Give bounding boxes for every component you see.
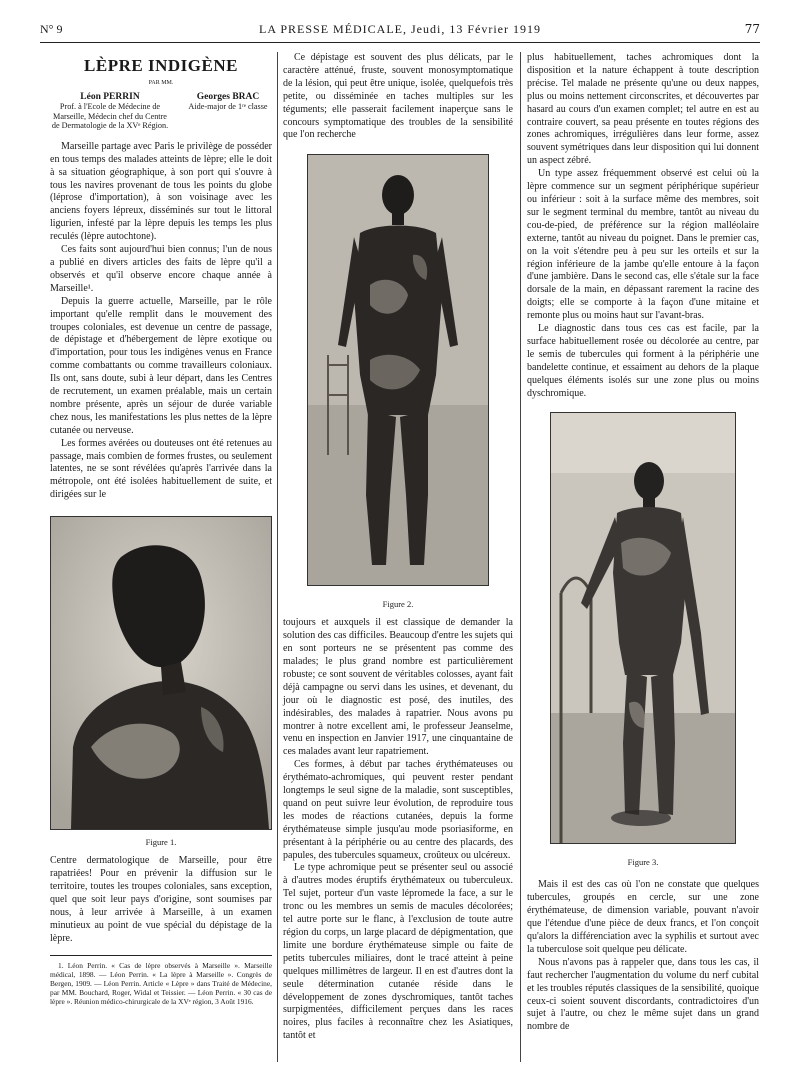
author-1-role: Prof. à l'Ecole de Médecine de Marseille, Médecin chef du Centre de Dermatologie de la XVᵉ Région. <box>51 102 169 131</box>
issue-number: N° 9 <box>40 22 63 36</box>
journal-title: LA PRESSE MÉDICALE, Jeudi, 13 Février 1919 <box>259 22 541 36</box>
footnote-text: 1. Léon Perrin. « Cas de lèpre observés à Marseille ». Marseille médical, 1898. — Léon Perrin. « La lèpre à Marseille ». Congrès de Bergen, 1909. — Léon Perrin. Article « Lèpre » dans Traité de Médecine, par MM. Bouchard, Roger, Widal et Teissier. — Léon Perrin. « 30 cas de lèpre ». Réunion médico-chirurgicale de la XVᵉ région, 3 Août 1916. <box>50 961 272 1007</box>
paragraph: Ce dépistage est souvent des plus délicats, par le caractère atténué, fruste, souvent monosymptomatique de la lésion, qui peut être unique, isolée, quelquefois très petite, ou disséminée en taches multiples sur les téguments; elle passerait facilement inaperçue sans le concours symptomatique des troubles de la sensibilité que l'on recherche <box>283 52 513 141</box>
author-2 <box>184 92 272 131</box>
paragraph: Nous n'avons pas à rappeler que, dans tous les cas, il faut rechercher l'augmentation du volume du nerf cubital et les troubles réputés classiques de la sensibilité, quoique ceux-ci soient souvent discordants, contradictoires d'un sujet à l'autre, ou chez le même sujet dans un grand nombre de <box>527 956 759 1033</box>
figure-2-photo <box>307 154 489 586</box>
paragraph: Le type achromique peut se présenter seul ou associé à d'autres modes éruptifs érythémateux ou tuberculeux. Tel sujet, porteur d'un vaste lépromede la face, a sur le tronc ou les membres un semis de macules décolorées; tel autre porte sur le flanc, à l'exclusion de toute autre région du corps, un large placard de dépigmentation, que limite une bordure érythémateuse simple ou faite de petits tubercules miliaires, dont le tracé atteint à peine quelques millimètres de largeur. Il en est d'autres dont la seule détermination cutanée réside dans le développement de zones dyschromiques, tantôt taches surpigmentées, difficilement perçues dans les races noires, plus faciles à reconnaître chez les Asiatiques, tantôt et <box>283 862 513 1042</box>
paragraph: Ces faits sont aujourd'hui bien connus; l'un de nous a publié en divers articles des faits de lèpre qu'il a observés et qu'il observe encore chaque année à Marseille¹. <box>50 244 272 294</box>
paragraph: Les formes avérées ou douteuses ont été retenues au passage, mais combien de formes frustes, ou seulement latentes, ne se sont révélées qu'après l'arrivée dans la métropole, ont été isolées habituellement de suite, et dirigées sur le <box>50 437 272 501</box>
author-2-name: Georges BRAC <box>196 91 260 102</box>
paragraph: Un type assez fréquemment observé est celui où la lèpre commence sur un segment périphérique supérieur ou inférieur : soit à la surface même des membres, soit sur le segment terminal du membre, tantôt au niveau du cou-de-pied, de préférence sur la région malléolaire externe, tantôt au niveau du poignet. Dans le premier cas, on la voit s'étendre peu à peu sur les orteils et sur la région inférieure de la jambe qu'elle entoure à la façon d'une jambière. Dans le second cas, elle s'étale sur la face dorsale de la main, en dépassant rarement la racine des doigts; elle se comporte à la façon d'une mitaine et remonte plus ou moins haut sur l'avant-bras. <box>527 168 759 322</box>
paragraph: toujours et auxquels il est classique de demander la solution des cas difficiles. Beaucoup d'entre les sujets qui en sont porteurs ne se présentent pas comme des malades; le plus grand nombre est particulièrement robuste; ce sont souvent de véritables colosses, ayant fait déjà campagne ou servi dans les usines, et devenant, du jour où le diagnostic est posé, des inutiles, des indésirables, des malades à rapatrier. Nous avons pu montrer à notre excellent ami, le professeur Jeanselme, venu en inspection en Janvier 1917, une cinquantaine de ces malades avant leur rapatriement. <box>283 617 513 758</box>
article-title: LÈPRE INDIGÈNE <box>84 56 238 75</box>
running-header <box>40 22 760 40</box>
author-2-role: Aide-major de 1ʳᵉ classe <box>188 102 268 112</box>
paragraph: Centre dermatologique de Marseille, pour être rapatriées! Pour en prévenir la diffusion sur le territoire, toutes les troupes coloniales, sans exception, quel que soit leur pays d'origine, sont soumises par nous, à leur arrivée à Marseille, à un examen minutieux au point de vue spécial du dépistage de la lèpre. <box>50 855 272 944</box>
paragraph: Mais il est des cas où l'on ne constate que quelques tubercules, groupés en cercle, sur une zone érythémateuse, de dimension variable, pouvant n'avoir que l'étendue d'une pièce de deux francs, et l'on conçoit qu'alors la différenciation avec la syphilis et surtout avec la tuberculose soit quelque peu délicate. <box>527 879 759 955</box>
figure-3-caption: Figure 3. <box>627 857 659 868</box>
footnote <box>50 955 272 1006</box>
author-1 <box>50 92 170 131</box>
header-rule <box>40 42 760 43</box>
figure-1-photo <box>50 516 272 830</box>
figure-2-caption: Figure 2. <box>382 599 414 610</box>
figure-1-caption: Figure 1. <box>145 837 177 848</box>
column-divider <box>277 52 278 1062</box>
column-2 <box>283 52 513 1043</box>
column-divider <box>520 52 521 1062</box>
authors <box>50 92 272 131</box>
byline-par: PAR MM. <box>148 79 174 86</box>
figure-3-photo <box>550 412 736 844</box>
paragraph: plus habituellement, taches achromiques dont la disposition et la nature échappent à toute description précise. Tel malade ne présente qu'une ou deux nappes, plus ou moins nettement circonscrites, et découvertes par hasard au cours d'un examen complet; tel autre en est au contraire couvert, sa peau présente en toutes régions des zones achromiques, irrégulières dans leur forme, assez souvent symétriques dans leur disposition qui lui donnent un aspect zébré. <box>527 52 759 167</box>
paragraph: Marseille partage avec Paris le privilège de posséder en tous temps des malades atteints de lèpre; elle le doit à sa situation géographique, à son port qui s'ouvre à tous les navires provenant de tous les points du globe (léprose d'importation), à son voisinage avec les anciens foyers lépreux, disséminés sur tout le littoral ligurien, infesté par la lèpre depuis les temps les plus reculés (lèpre autochtone). <box>50 140 272 243</box>
paragraph: Ces formes, à début par taches érythémateuses ou érythémato-achromiques, qui peuvent rester pendant longtemps le seul signe de la maladie, sont susceptibles, quand on peut suivre leur évolution, de reproduire tous les modes de réactions cutanées, depuis la forme érythémateuse simple jusqu'au mode psoriasiforme, en présentant à la périphérie ou au centre des placards, des papules, des tubercules squameux, croûteux ou ulcéreux. <box>283 759 513 861</box>
paragraph: Depuis la guerre actuelle, Marseille, par le rôle important qu'elle remplit dans le mouvement des troupes coloniales, est devenue un centre de passage, de dépistage et d'hébergement de lèpre exotique ou d'importation, pour tous les indigènes venus en France comme combattants ou comme travailleurs coloniaux. Ils ont, sans doute, subi à leur départ, dans les Centres de recrutement, un examen préalable, mais un certain nombre présente, après un séjour de durée variable chez nous, les manifestations les plus nettes de la lèpre cutanée ou nerveuse. <box>50 295 272 436</box>
column-1 <box>50 52 272 1006</box>
paragraph: Le diagnostic dans tous ces cas est facile, par la surface habituellement rosée ou décolorée au centre, par le semis de tubercules qui forment à la périphérie une bandelette continue, et essaiment au dehors de la plaque quelques éléments isolés sur une zone plus ou moins dyschromique. <box>527 323 759 399</box>
page-number: 77 <box>744 22 760 36</box>
column-3 <box>527 52 759 1034</box>
author-1-name: Léon PERRIN <box>80 91 140 102</box>
